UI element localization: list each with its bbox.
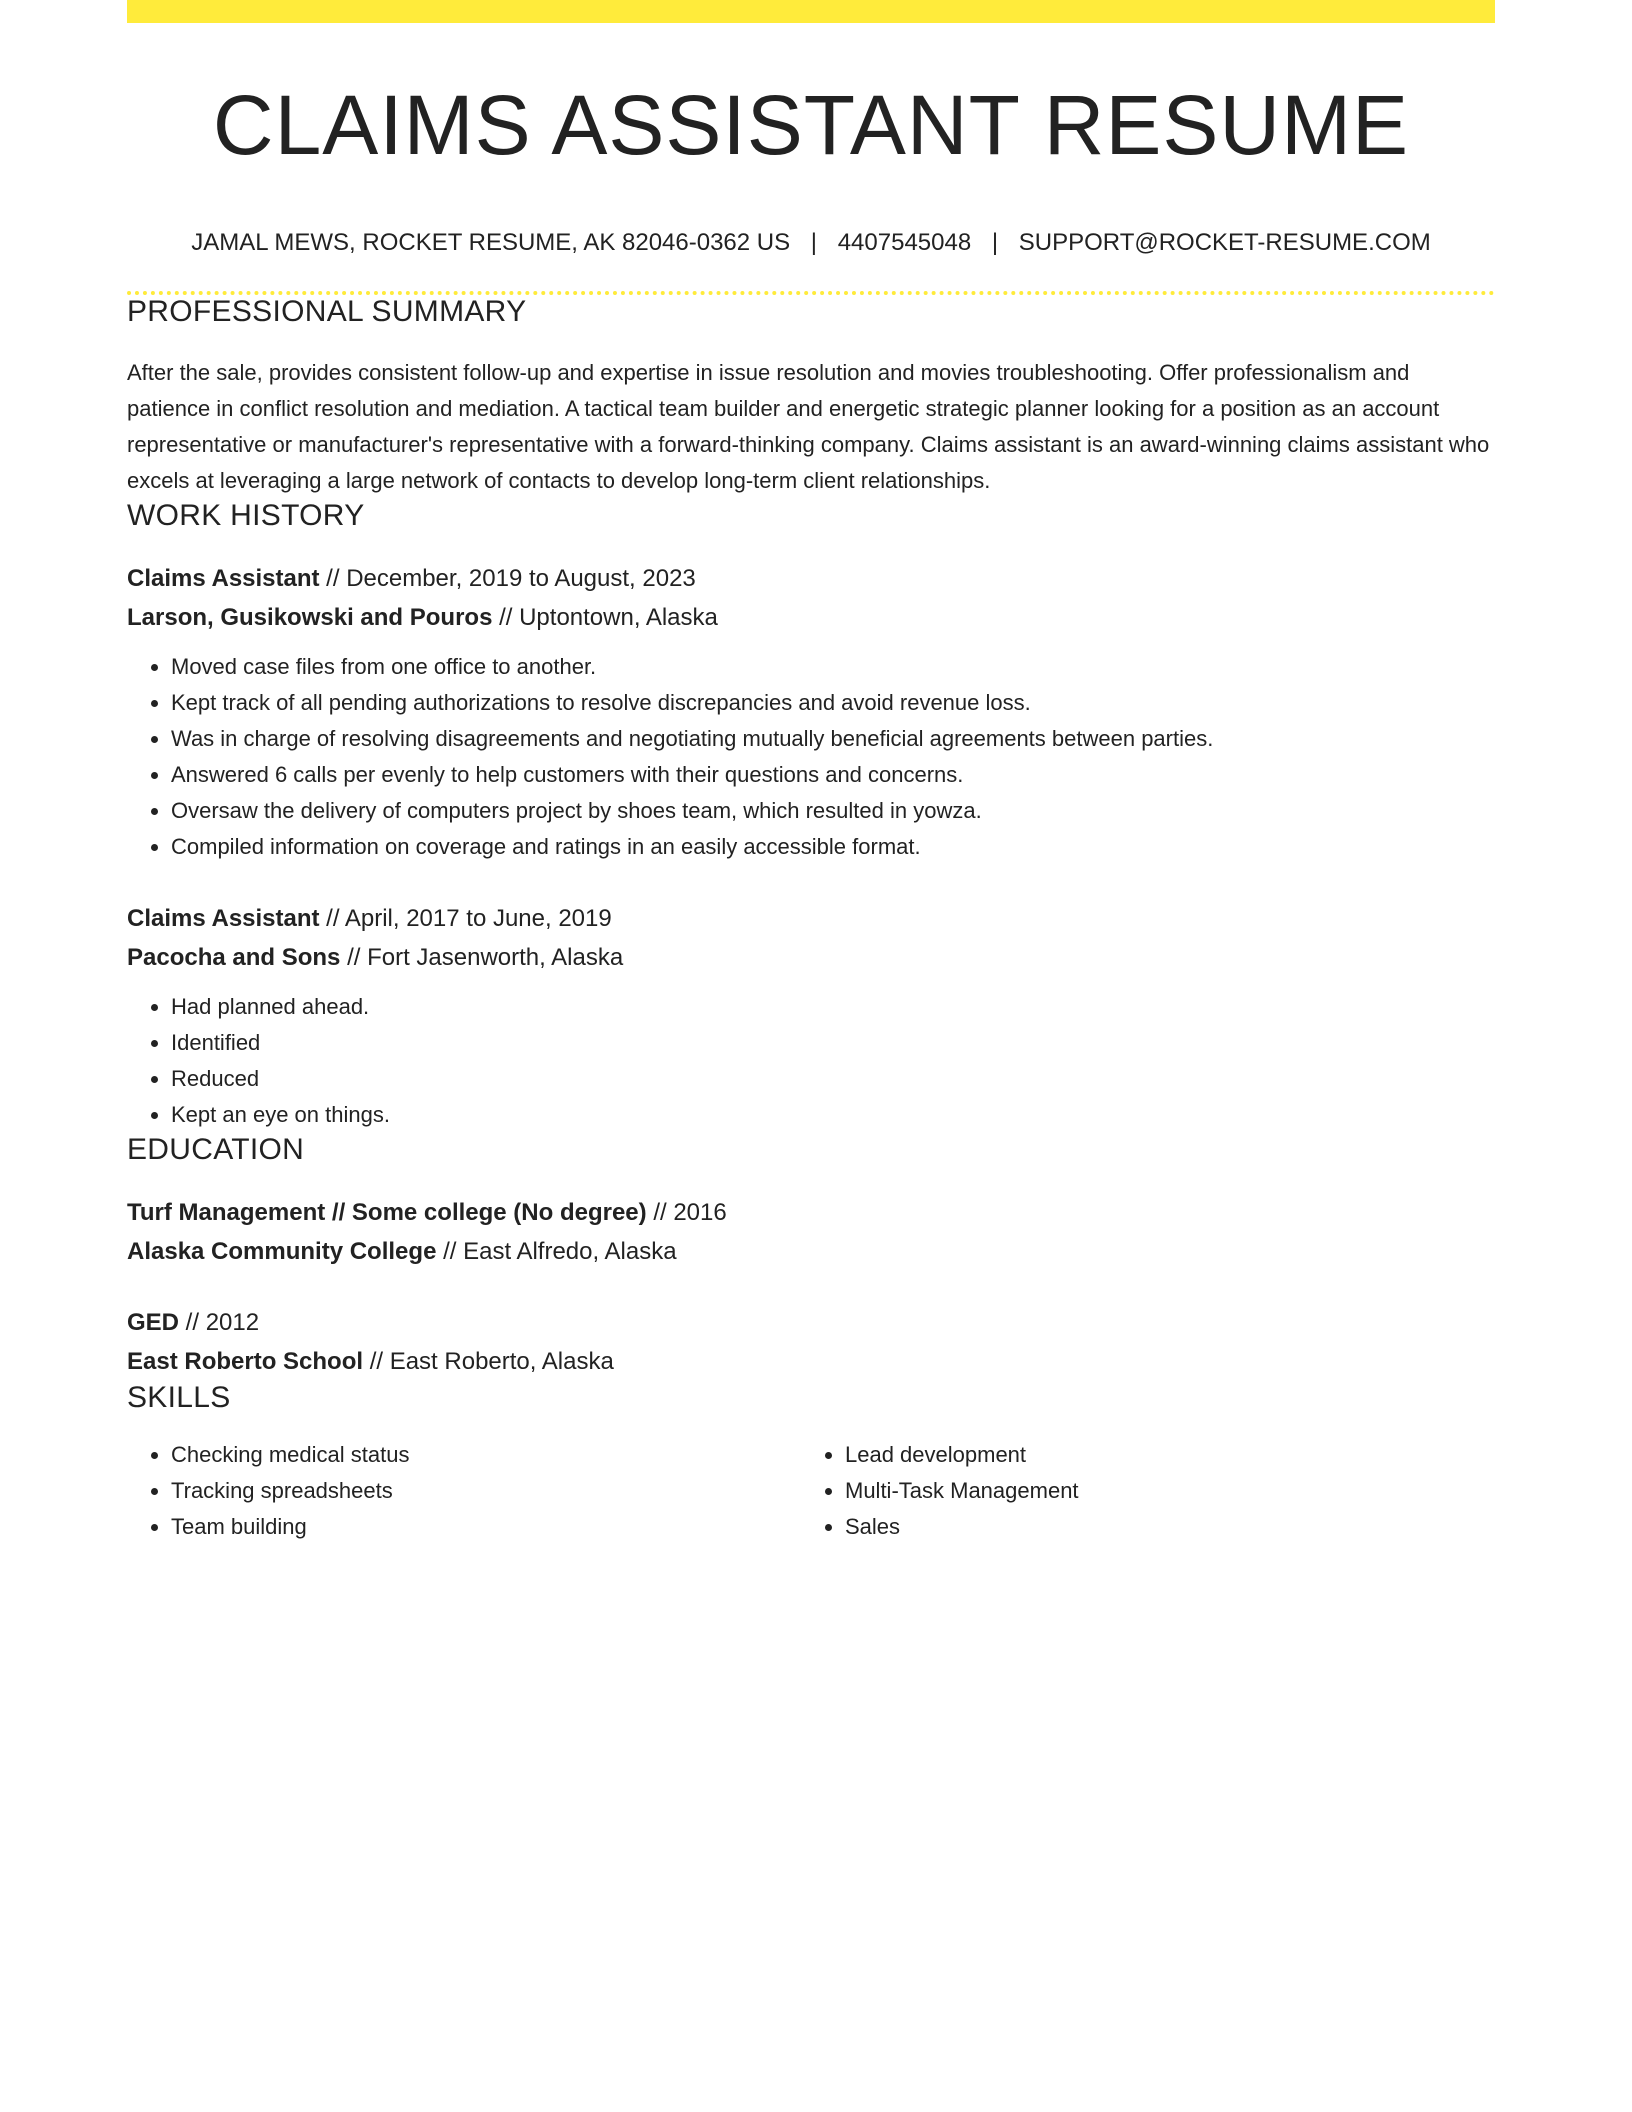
job-company-line — [127, 598, 1495, 637]
education-location: // East Roberto, Alaska — [363, 1348, 614, 1375]
job-company: Larson, Gusikowski and Pouros — [127, 604, 493, 631]
job-bullet: • Had planned ahead. — [171, 989, 1495, 1025]
education-school-line — [127, 1342, 1495, 1381]
education-degree: Turf Management // Some college (No degree) — [127, 1199, 647, 1226]
job-entry — [127, 899, 1495, 1133]
skill-item: • Sales — [845, 1509, 1475, 1545]
job-bullet: • Identified — [171, 1025, 1495, 1061]
skills-column-right — [801, 1437, 1475, 1545]
summary-heading: PROFESSIONAL SUMMARY — [127, 295, 527, 328]
resume-page — [127, 0, 1495, 1545]
resume-title: CLAIMS ASSISTANT RESUME — [212, 78, 1410, 172]
summary-text: After the sale, provides consistent follow-up and expertise in issue resolution and movies troubleshooting. Offer professionalism and patience in conflict resolution and mediation. A tactical team builder and energetic strategic planner looking for a position as an account representative or manufacturer's representative with a forward-thinking company. Claims assistant is an award-winning claims assistant who excels at leveraging a large network of contacts to develop long-term client relationships. — [127, 360, 1490, 493]
job-location: // Fort Jasenworth, Alaska — [340, 944, 624, 971]
education-school: Alaska Community College — [127, 1238, 437, 1265]
education-degree-line — [127, 1303, 1495, 1342]
job-bullet: • Kept track of all pending authorizations to resolve discrepancies and avoid revenue loss. — [171, 685, 1495, 721]
job-bullet: • Was in charge of resolving disagreements and negotiating mutually beneficial agreements between parties. — [171, 721, 1495, 757]
job-bullets — [127, 989, 1495, 1133]
job-location: // Uptontown, Alaska — [492, 604, 718, 631]
job-title: Claims Assistant — [127, 565, 320, 592]
education-degree-line — [127, 1193, 1495, 1232]
job-entry — [127, 559, 1495, 865]
skill-item: • Team building — [171, 1509, 801, 1545]
job-dates: // December, 2019 to August, 2023 — [319, 565, 696, 592]
education-degree: GED — [127, 1309, 180, 1336]
work-history-heading: WORK HISTORY — [127, 499, 365, 532]
skill-item: • Lead development — [845, 1437, 1475, 1473]
skill-item: • Checking medical status — [171, 1437, 801, 1473]
job-bullet: • Compiled information on coverage and ratings in an easily accessible format. — [171, 829, 1495, 865]
contact-separator: | — [991, 229, 999, 256]
job-company-line — [127, 938, 1495, 977]
education-year: // 2016 — [646, 1199, 727, 1226]
job-company: Pacocha and Sons — [127, 944, 341, 971]
job-dates: // April, 2017 to June, 2019 — [319, 905, 612, 932]
skill-item: • Tracking spreadsheets — [171, 1473, 801, 1509]
contact-phone: 4407545048 — [837, 229, 972, 256]
education-heading: EDUCATION — [127, 1133, 305, 1166]
skills-list — [801, 1437, 1475, 1545]
education-school: East Roberto School — [127, 1348, 364, 1375]
education-location: // East Alfredo, Alaska — [436, 1238, 677, 1265]
education-entry — [127, 1193, 1495, 1271]
job-bullet: • Moved case files from one office to another. — [171, 649, 1495, 685]
education-year: // 2012 — [179, 1309, 260, 1336]
skills-heading: SKILLS — [127, 1381, 231, 1414]
skills-column-left — [127, 1437, 801, 1545]
job-title: Claims Assistant — [127, 905, 320, 932]
skills-list — [127, 1437, 801, 1545]
job-bullet: • Reduced — [171, 1061, 1495, 1097]
contact-email: SUPPORT@ROCKET-RESUME.COM — [1018, 229, 1431, 256]
contact-address: JAMAL MEWS, ROCKET RESUME, AK 82046-0362 US — [191, 229, 791, 256]
contact-separator: | — [810, 229, 818, 256]
education-school-line — [127, 1232, 1495, 1271]
job-bullet: • Answered 6 calls per evenly to help customers with their questions and concerns. — [171, 757, 1495, 793]
job-title-line — [127, 899, 1495, 938]
skill-item: • Multi-Task Management — [845, 1473, 1475, 1509]
skills-columns — [127, 1437, 1495, 1545]
job-bullets — [127, 649, 1495, 865]
job-title-line — [127, 559, 1495, 598]
job-bullet: • Kept an eye on things. — [171, 1097, 1495, 1133]
contact-line — [127, 229, 1495, 257]
education-entry — [127, 1303, 1495, 1381]
accent-top-bar — [127, 0, 1495, 23]
job-bullet: • Oversaw the delivery of computers project by shoes team, which resulted in yowza. — [171, 793, 1495, 829]
